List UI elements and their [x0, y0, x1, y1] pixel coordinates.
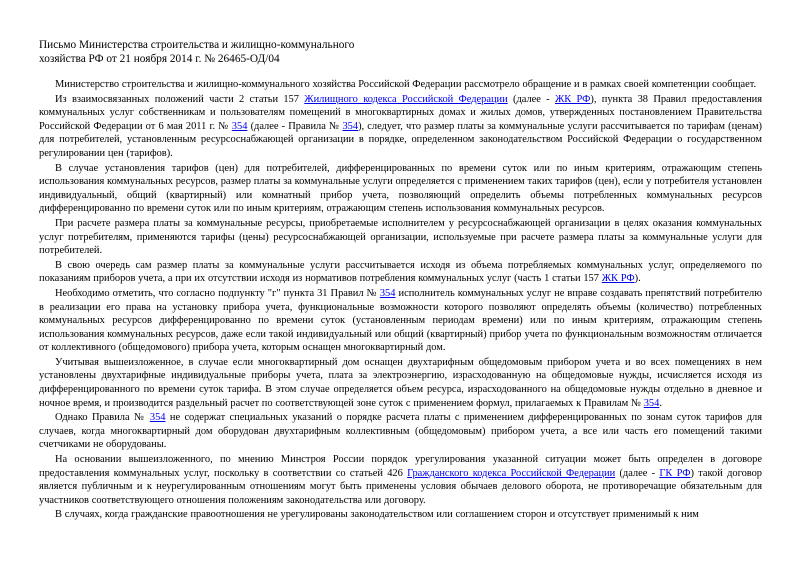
paragraph	[39, 93, 762, 161]
document-link[interactable]: 354	[342, 120, 359, 132]
paragraph-text: (далее -	[507, 93, 555, 105]
paragraph-text: Министерство строительства и жилищно-коммунального хозяйства Российской Федерации рассмотрело обращение и в рамках своей компетенции сообщает.	[55, 79, 757, 90]
paragraph	[39, 217, 762, 258]
paragraph-text: Из взаимосвязанных положений части 2 статьи 157	[55, 93, 305, 105]
document-link[interactable]: ЖК РФ	[601, 273, 635, 285]
paragraph-text: Необходимо отметить, что согласно подпункту "г" пункта 31 Правил №	[55, 287, 380, 299]
document-link[interactable]: 354	[643, 397, 660, 409]
document-link[interactable]: ГК РФ	[659, 467, 691, 479]
paragraph-text: не содержат специальных указаний о порядке расчета платы с применением дифференцированных по зонам суток тарифов для случаев, когда многоквартирный дом оборудован двухтарифным коллективным (общедомовым) прибором учета, а все или часть его помещений такими счетчиками не оборудованы.	[39, 412, 762, 451]
paragraph-text: На основании вышеизложенного, по мнению Минстроя России порядок урегулирования указанной ситуации может быть определен в договоре предоставления коммунальных услуг, поскольку в соответствии со статьей 426	[39, 454, 762, 479]
paragraph-text: В свою очередь сам размер платы за коммунальные услуги рассчитывается исходя из объема потребляемых коммунальных услуг, определяемого по показаниям приборов учета, а при их отсутствии исходя из нормативов потребления коммунальных услуг (часть 1 статьи 157	[39, 259, 762, 285]
paragraph	[39, 453, 762, 507]
document-link[interactable]: Гражданского кодекса Российской Федерации	[407, 467, 616, 479]
document-link[interactable]: 354	[231, 120, 248, 132]
paragraph-text: исполнитель коммунальных услуг не вправе создавать препятствий потребителю в реализации его права на установку прибора учета, функциональные возможности которого позволяют определять объемы (количество) потребленных коммунальных ресурсов дифференцированно по времени суток (установленным периодам времени) или по иным критериям, отражающим степень использования коммунальных ресурсов, даже если такой индивидуальный или общий (квартирный) прибор учета по функциональным возможностям отличается от коллективного (общедомового) прибора учета, которым оснащен многоквартирный дом.	[39, 287, 762, 354]
paragraph-text: В случае установления тарифов (цен) для потребителей, дифференцированных по времени суток или по иным критериям, отражающим степень использования коммунальных ресурсов, размер платы за коммунальные услуги определяется с применением таких тарифов (цен), если у потребителя установлен индивидуальный, общий (квартирный) или комнатный прибор учета, позволяющий определить объемы потребленных коммунальных ресурсов дифференцированно по времени суток или по иным критериям, отражающим степень использования коммунальных ресурсов.	[39, 162, 762, 215]
paragraph-text: В случаях, когда гражданские правоотношения не урегулированы законодательством или соглашением сторон и отсутствует применимый к ним	[55, 509, 699, 521]
document-link[interactable]: 354	[379, 287, 396, 299]
paragraph-text: ) такой договор является публичным и к неурегулированным отношениям могут быть применены условия обычаев делового оборота, не противоречащие обязательным для участников соответствующего отношения положениям законодательства или договору.	[39, 467, 762, 506]
paragraph-text: При расчете размера платы за коммунальные ресурсы, приобретаемые исполнителем у ресурсоснабжающей организации в целях оказания коммунальных услуг потребителям, применяются тарифы (цены) ресурсоснабжающей организации, используемые при расчете размера платы за коммунальные услуги для потребителей.	[39, 217, 762, 257]
document-body	[39, 78, 762, 522]
paragraph	[39, 78, 762, 92]
paragraph-text: ), следует, что размер платы за коммунальные услуги рассчитывается по тарифам (ценам) для потребителей, установленным ресурсоснабжающей организации в порядке, определенном законодательством Российской Федерации о государственном регулировании цен (тарифов).	[39, 120, 762, 159]
paragraph-text: Учитывая вышеизложенное, в случае если многоквартирный дом оснащен двухтарифным общедомовым прибором учета и во всех помещениях в нем установлены двухтарифные индивидуальные приборы учета, плата за электроэнергию, израсходованную на общедомовые нужды, исчисляется исходя из дифференцированного по времени суток тарифа. В этом случае определяется объем ресурса, израсходованного на общедомовые нужды отдельно в дневное и ночное время, и производится раздельный расчет по соответствующей зоне суток с применением формул, прилагаемых к Правилам №	[39, 356, 762, 409]
paragraph-text: Однако Правила №	[55, 412, 150, 424]
paragraph	[39, 508, 762, 522]
paragraph	[39, 356, 762, 410]
paragraph	[39, 287, 762, 355]
paragraph-text: ), пункта 38 Правил предоставления коммунальных услуг собственникам и пользователям помещений в многоквартирных домах и жилых домов, утвержденных постановлением Правительства Российской Федерации от 6 мая 2011 г. №	[39, 93, 762, 132]
paragraph-text: (далее -	[615, 467, 660, 479]
document-title: Письмо Министерства строительства и жилищно-коммунального хозяйства РФ от 21 ноября 2014 г. № 26465-ОД/04	[39, 39, 355, 65]
document-link[interactable]: Жилищного кодекса Российской Федерации	[304, 93, 508, 105]
document-link[interactable]: ЖК РФ	[554, 93, 591, 105]
paragraph	[39, 259, 762, 286]
paragraph	[39, 162, 762, 216]
paragraph-text: ).	[634, 273, 641, 285]
paragraph-text: .	[659, 397, 662, 409]
document-link[interactable]: 354	[149, 412, 166, 424]
paragraph	[39, 411, 762, 452]
paragraph-text: (далее - Правила №	[247, 120, 343, 132]
